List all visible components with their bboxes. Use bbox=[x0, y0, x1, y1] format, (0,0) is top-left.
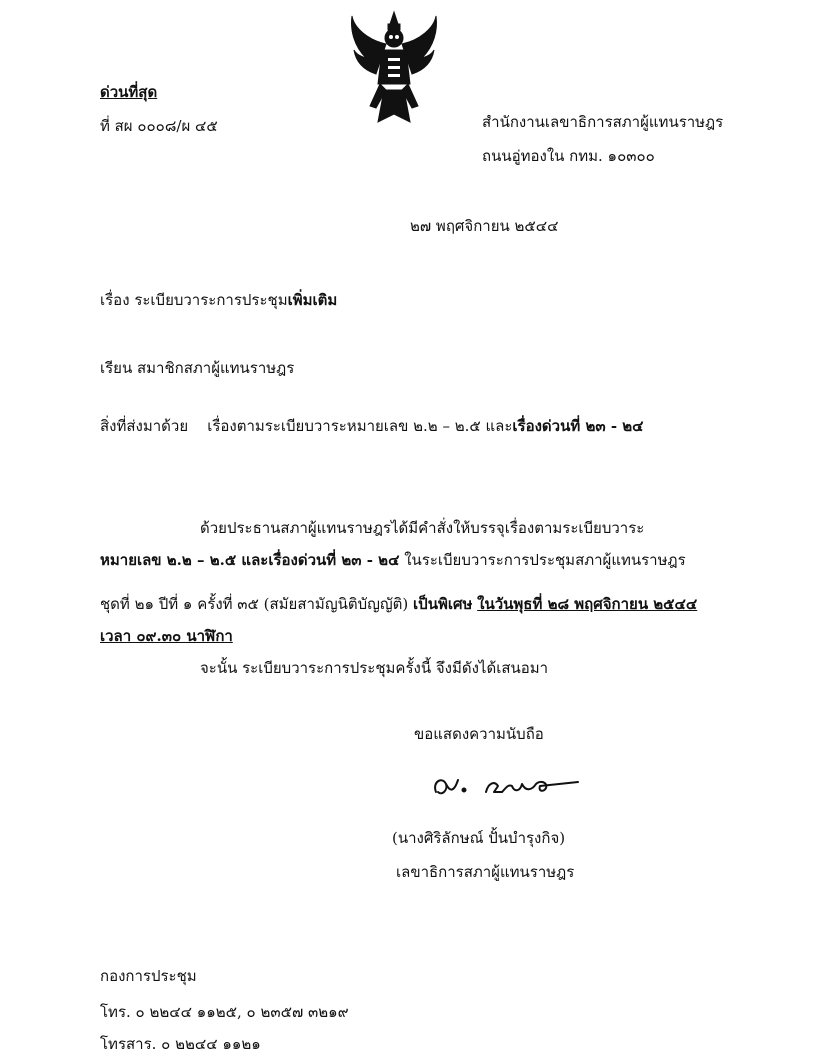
phone-numbers: โทร. ๐ ๒๒๔๔ ๑๑๒๕, ๐ ๒๓๕๗ ๓๒๑๙ bbox=[100, 1003, 349, 1021]
body-agenda-rest: ในระเบียบวาระการประชุมสภาผู้แทนราษฎร bbox=[399, 551, 686, 569]
body-line-5: จะนั้น ระเบียบวาระการประชุมครั้งนี้ จึงมีดังได้เสนอมา bbox=[200, 659, 549, 677]
enclosure-emphasis: เรื่องด่วนที่ ๒๓ - ๒๔ bbox=[512, 417, 644, 435]
closing-salutation: ขอแสดงความนับถือ bbox=[414, 725, 544, 743]
body-session-info: ชุดที่ ๒๑ ปีที่ ๑ ครั้งที่ ๓๕ (สมัยสามัญนิติบัญญัติ) bbox=[100, 595, 414, 613]
subject-label: เรื่อง bbox=[100, 291, 130, 309]
office-address: ถนนอู่ทองใน กทม. ๑๐๓๐๐ bbox=[482, 147, 655, 165]
enclosure-label: สิ่งที่ส่งมาด้วย bbox=[100, 417, 189, 435]
signature-mark bbox=[428, 762, 588, 806]
body-agenda-numbers: หมายเลข ๒.๒ – ๒.๕ และเรื่องด่วนที่ ๒๓ - ๒๔ bbox=[100, 551, 400, 569]
garuda-emblem-icon bbox=[346, 10, 442, 130]
body-line-3 bbox=[100, 594, 790, 614]
body-line-1: ด้วยประธานสภาผู้แทนราษฎรได้มีคำสั่งให้บรรจุเรื่องตามระเบียบวาระ bbox=[200, 519, 645, 537]
body-special-label: เป็นพิเศษ bbox=[413, 595, 473, 613]
recipient-line bbox=[100, 358, 294, 378]
document-number: ที่ สผ ๐๐๐๘/ผ ๔๕ bbox=[100, 117, 218, 135]
subject-line bbox=[100, 290, 337, 310]
signer-title: เลขาธิการสภาผู้แทนราษฎร bbox=[396, 863, 575, 881]
fax-number: โทรสาร. ๐ ๒๒๔๔ ๑๑๒๑ bbox=[100, 1035, 261, 1053]
subject-text: ระเบียบวาระการประชุม bbox=[134, 291, 288, 309]
recipient-text: สมาชิกสภาผู้แทนราษฎร bbox=[137, 359, 295, 377]
signer-name: (นางศิริลักษณ์ ปั้นบำรุงกิจ) bbox=[392, 829, 566, 847]
urgency-label: ด่วนที่สุด bbox=[100, 83, 158, 101]
letter-date: ๒๗ พฤศจิกายน ๒๕๔๔ bbox=[410, 217, 559, 235]
office-name: สำนักงานเลขาธิการสภาผู้แทนราษฎร bbox=[482, 113, 724, 131]
enclosure-text: เรื่องตามระเบียบวาระหมายเลข ๒.๒ – ๒.๕ และ bbox=[207, 417, 513, 435]
body-line-2 bbox=[100, 550, 790, 570]
department-name: กองการประชุม bbox=[100, 967, 197, 985]
body-meeting-time: เวลา ๐๙.๓๐ นาฬิกา bbox=[100, 627, 233, 645]
subject-emphasis: เพิ่มเติม bbox=[287, 291, 338, 309]
body-meeting-date: ในวันพุธที่ ๒๘ พฤศจิกายน ๒๕๔๔ bbox=[477, 595, 698, 613]
recipient-label: เรียน bbox=[100, 359, 133, 377]
enclosure-line bbox=[100, 416, 644, 436]
